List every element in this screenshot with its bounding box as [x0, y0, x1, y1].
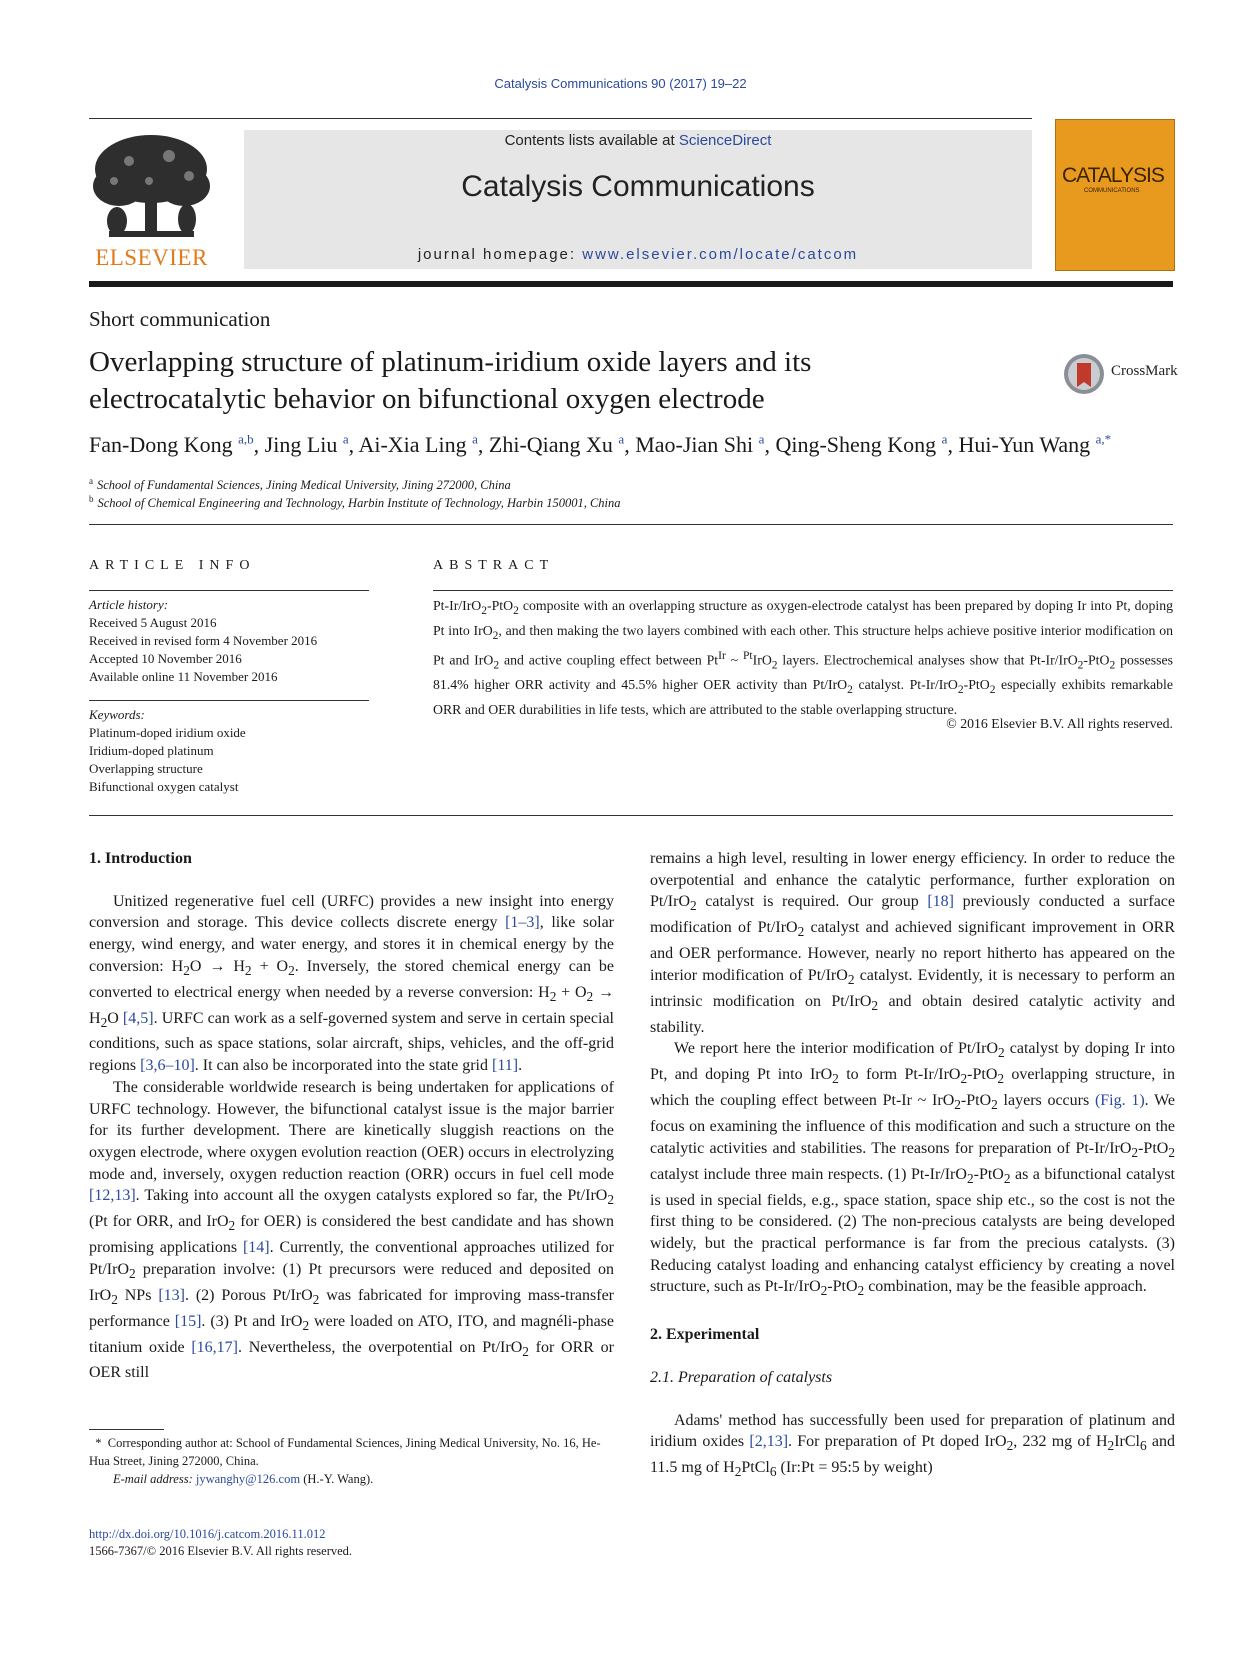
- citation-link[interactable]: [2,13]: [749, 1433, 789, 1451]
- homepage-link[interactable]: www.elsevier.com/locate/catcom: [582, 246, 859, 263]
- author[interactable]: [635, 432, 764, 457]
- keywords: [89, 706, 246, 796]
- author[interactable]: [958, 432, 1111, 457]
- abstract-header: ABSTRACT: [433, 558, 555, 573]
- doi-block: [89, 1526, 352, 1560]
- paragraph: remains a high level, resulting in lower energy efficiency. In order to reduce the overpotential and enhance the catalytic performance, further exploration on Pt/IrO$_2$ catalyst is required. Our group [18] previously conducted a surface modification of Pt/IrO$_2$ catalyst and achieved significant improvement in ORR and OER performance. However, nearly no report hitherto has appeared on the interior modification of Pt/IrO$_2$ catalyst. Evidently, it is necessary to perform an intrinsic modification on Pt/IrO$_2$ and obtain desired catalytic activity and stability.: [650, 850, 1176, 1036]
- author-name: Fan-Dong Kong: [89, 432, 239, 458]
- corresponding-author-footnote: [89, 1434, 614, 1488]
- author-name: Zhi-Qiang Xu: [488, 432, 619, 458]
- contents-line: [244, 132, 1032, 149]
- footnote-rule: [89, 1429, 164, 1430]
- author-affiliation-mark[interactable]: a: [758, 432, 765, 447]
- citation-link[interactable]: [12,13]: [89, 1187, 136, 1205]
- subsection-heading-preparation: 2.1. Preparation of catalysts: [650, 1368, 833, 1386]
- author[interactable]: [358, 432, 477, 457]
- masthead-thick-rule: [89, 281, 1173, 287]
- affiliation-rule: [89, 524, 1173, 525]
- journal-cover-thumbnail[interactable]: [1055, 119, 1175, 271]
- article-info-rule: [89, 590, 369, 591]
- email-suffix: (H.-Y. Wang).: [300, 1472, 374, 1486]
- crossmark-label: CrossMark: [1111, 363, 1178, 379]
- author-name: Jing Liu: [264, 432, 343, 458]
- issn-copyright: 1566-7367/© 2016 Elsevier B.V. All rights reserved.: [89, 1544, 353, 1558]
- author-affiliation-mark[interactable]: a,*: [1095, 432, 1112, 447]
- keywords-rule: [89, 700, 369, 701]
- citation-link[interactable]: [14]: [242, 1239, 270, 1257]
- citation-link[interactable]: [16,17]: [191, 1338, 238, 1356]
- history-label: Article history:: [89, 597, 169, 612]
- paragraph: The considerable worldwide research is being undertaken for applications of URFC technology. However, the bifunctional catalyst issue is the major barrier for its further development. There are kinetically sluggish reactions on the oxygen electrode, where oxygen evolution reaction (OER) occurs in electrolyzing mode and, inversely, oxygen reduction reaction (ORR) occurs in fuel cell mode [12,13]. Taking into account all the oxygen catalysts explored so far, the Pt/IrO$_2$ (Pt for ORR, and IrO$_2$ for OER) is considered the best candidate and has shown promising applications [14]. Currently, the conventional approaches utilized for Pt/IrO$_2$ preparation involve: (1) Pt precursors were reduced and deposited on IrO$_2$ NPs [13]. (2) Porous Pt/IrO$_2$ was fabricated for improving mass-transfer performance [15]. (3) Pt and IrO$_2$ were loaded on ATO, ITO, and magnéli-phase titanium oxide [16,17]. Nevertheless, the overpotential on Pt/IrO$_2$ for ORR or OER still: [89, 1078, 615, 1382]
- author-affiliation-mark[interactable]: a: [342, 432, 349, 447]
- email-line: [89, 1470, 614, 1488]
- citation-link[interactable]: [1–3]: [505, 914, 540, 932]
- keyword-item: Bifunctional oxygen catalyst: [89, 779, 239, 794]
- body-column-right: [650, 848, 1175, 1483]
- author-name: Ai-Xia Ling: [358, 432, 473, 458]
- author[interactable]: [489, 432, 624, 457]
- history-item: Received 5 August 2016: [89, 615, 217, 630]
- affiliation-text: School of Fundamental Sciences, Jining Medical University, Jining 272000, China: [97, 478, 511, 493]
- author[interactable]: [775, 432, 947, 457]
- body-rule: [89, 815, 1173, 816]
- corresponding-address: Corresponding author at: School of Fundamental Sciences, Jining Medical University, No. 16, He-Hua Street, Jining 272000, China.: [89, 1436, 601, 1468]
- publisher-name: ELSEVIER: [95, 245, 208, 270]
- abstract-text: Pt-Ir/IrO$_2$-PtO$_2$ composite with an overlapping structure as oxygen-electrode catalyst has been prepared by doping Ir into Pt, doping Pt into IrO$_2$, and then making the two layers combined with each other. This structure helps achieve positive interior modification on Pt and IrO$_2$ and active coupling effect between $Pt^{Ir}$ ~ $^{Pt}$IrO$_2$ layers. Electrochemical analyses show that Pt-Ir/IrO$_2$-PtO$_2$ possesses 81.4% higher ORR activity and 45.5% higher OER activity than Pt/IrO$_2$ catalyst. Pt-Ir/IrO$_2$-PtO$_2$ especially exhibits remarkable ORR and OER durabilities in life tests, which are attributed to the stable overlapping structure.: [433, 598, 1174, 717]
- cover-subtitle: COMMUNICATIONS: [1084, 188, 1140, 194]
- keyword-item: Iridium-doped platinum: [89, 743, 214, 758]
- doi-link[interactable]: http://dx.doi.org/10.1016/j.catcom.2016.11.012: [89, 1527, 326, 1541]
- citation-link[interactable]: [15]: [174, 1312, 202, 1330]
- article-info-header: ARTICLE INFO: [89, 558, 256, 573]
- citation-link[interactable]: [18]: [927, 893, 954, 911]
- author-name: Qing-Sheng Kong: [775, 432, 942, 458]
- section-type: Short communication: [89, 307, 271, 331]
- article-title: [89, 344, 989, 418]
- paragraph: We report here the interior modification of Pt/IrO$_2$ catalyst by doping Ir into Pt, and doping Pt into IrO$_2$ to form Pt-Ir/IrO$_2$-PtO$_2$ overlapping structure, in which the coupling effect between Pt-Ir ~ IrO$_2$-PtO$_2$ layers occurs (Fig. 1). We focus on examining the influence of this modification and such a structure on the catalytic activities and stabilities. The reasons for preparation of Pt-Ir/IrO$_2$-PtO$_2$ catalyst include three main respects. (1) Pt-Ir/IrO$_2$-PtO$_2$ as a bifunctional catalyst is used in special fields, e.g., space station, space ship etc., so the cost is not the first thing to be considered. (2) The non-precious catalysts are being developed widely, but the practical performance is far from the precious catalysts. (3) Reducing catalyst loading and enhancing catalyst efficiency by creating a novel structure, such as Pt-Ir/IrO$_2$-PtO$_2$ combination, may be the feasible approach.: [650, 1040, 1176, 1299]
- citation-link[interactable]: [13]: [158, 1286, 185, 1304]
- history-item: Accepted 10 November 2016: [89, 651, 242, 666]
- citation-link[interactable]: [11]: [492, 1057, 519, 1075]
- author[interactable]: [265, 432, 349, 457]
- history-item: Received in revised form 4 November 2016: [89, 633, 318, 648]
- figure-link[interactable]: (Fig. 1): [1094, 1092, 1145, 1110]
- email-label: E-mail address:: [113, 1472, 196, 1486]
- email-link[interactable]: jywanghy@126.com: [195, 1472, 301, 1486]
- article-history: [89, 596, 317, 686]
- citation-link[interactable]: [4,5]: [122, 1009, 154, 1027]
- author-name: Hui-Yun Wang: [958, 432, 1096, 458]
- author-list: Fan-Dong Kong $^{a,b}$, Jing Liu $^a$, Ai-Xia Ling $^a$, Zhi-Qiang Xu $^a$, Mao-Jian Shi $^a$, Qing-Sheng Kong $^a$, Hui-Yun Wang $^{a,*}$: [89, 432, 1112, 458]
- paragraph: Adams' method has successfully been used for preparation of platinum and iridium oxides [2,13]. For preparation of Pt doped IrO$_2$, 232 mg of $H_2IrCl_6$ and 11.5 mg of $H_2PtCl_6$ (Ir:Pt = 95:5 by weight): [650, 1411, 1176, 1480]
- affiliation-mark: b: [89, 494, 94, 504]
- sciencedirect-link[interactable]: ScienceDirect: [678, 132, 772, 149]
- title-line-2: electrocatalytic behavior on bifunctional oxygen electrode: [89, 383, 765, 415]
- body-column-left: [89, 848, 614, 1384]
- author-affiliation-mark[interactable]: a: [472, 432, 478, 447]
- homepage-prefix: journal homepage:: [417, 246, 583, 263]
- author-name: Mao-Jian Shi: [635, 432, 759, 458]
- author-affiliation-mark[interactable]: a: [618, 432, 625, 447]
- affiliation-b: [89, 494, 621, 511]
- crossmark-badge[interactable]: [1062, 352, 1182, 396]
- history-item: Available online 11 November 2016: [89, 669, 278, 684]
- journal-masthead: [244, 130, 1032, 269]
- affiliation-text: School of Chemical Engineering and Technology, Harbin Institute of Technology, Harbin 150001, China: [97, 496, 621, 511]
- abstract-rule: [433, 590, 1173, 591]
- header-rule: [89, 118, 1032, 119]
- citation-link[interactable]: [3,6–10]: [140, 1057, 195, 1075]
- section-heading-introduction: 1. Introduction: [89, 850, 192, 867]
- title-line-1: Overlapping structure of platinum-iridium oxide layers and its: [89, 346, 812, 378]
- keyword-item: Platinum-doped iridium oxide: [89, 725, 246, 740]
- keyword-item: Overlapping structure: [89, 761, 203, 776]
- author[interactable]: [89, 432, 254, 457]
- journal-title: Catalysis Communications: [461, 170, 815, 203]
- abstract-copyright: © 2016 Elsevier B.V. All rights reserved.: [946, 716, 1173, 731]
- contents-prefix: Contents lists available at: [504, 132, 679, 149]
- cover-title: CATALYSIS: [1062, 164, 1164, 187]
- affiliation-a: [89, 476, 511, 493]
- author-affiliation-mark[interactable]: a: [941, 432, 948, 447]
- journal-reference[interactable]: Catalysis Communications 90 (2017) 19–22: [494, 76, 747, 91]
- crossmark-icon: [1062, 352, 1106, 396]
- affiliation-mark: a: [89, 476, 93, 486]
- paragraph: Unitized regenerative fuel cell (URFC) provides a new insight into energy conversion and storage. This device collects discrete energy [1–3], like solar energy, wind energy, and water energy, and stores it in chemical energy by the conversion: $H_2O \to H_2 + O_2$. Inversely, the stored chemical energy can be converted to electrical energy when needed by a reverse conversion: $H_2 + O_2 \to H_2O$ [4,5]. URFC can work as a self-governed system and serve in certain special conditions, such as space stations, solar aircraft, ships, vehicles, and the off-grid regions [3,6–10]. It can also be incorporated into the state grid [11].: [89, 892, 615, 1075]
- corresponding-text: * Corresponding author at: School of Fundamental Sciences, Jining Medical University, No. 16, He-Hua Street, Jining 272000, China.: [89, 1436, 601, 1468]
- journal-homepage: [244, 246, 1032, 263]
- section-heading-experimental: 2. Experimental: [650, 1326, 760, 1344]
- keywords-label: Keywords:: [89, 707, 145, 722]
- author-affiliation-mark[interactable]: a,b: [238, 432, 254, 447]
